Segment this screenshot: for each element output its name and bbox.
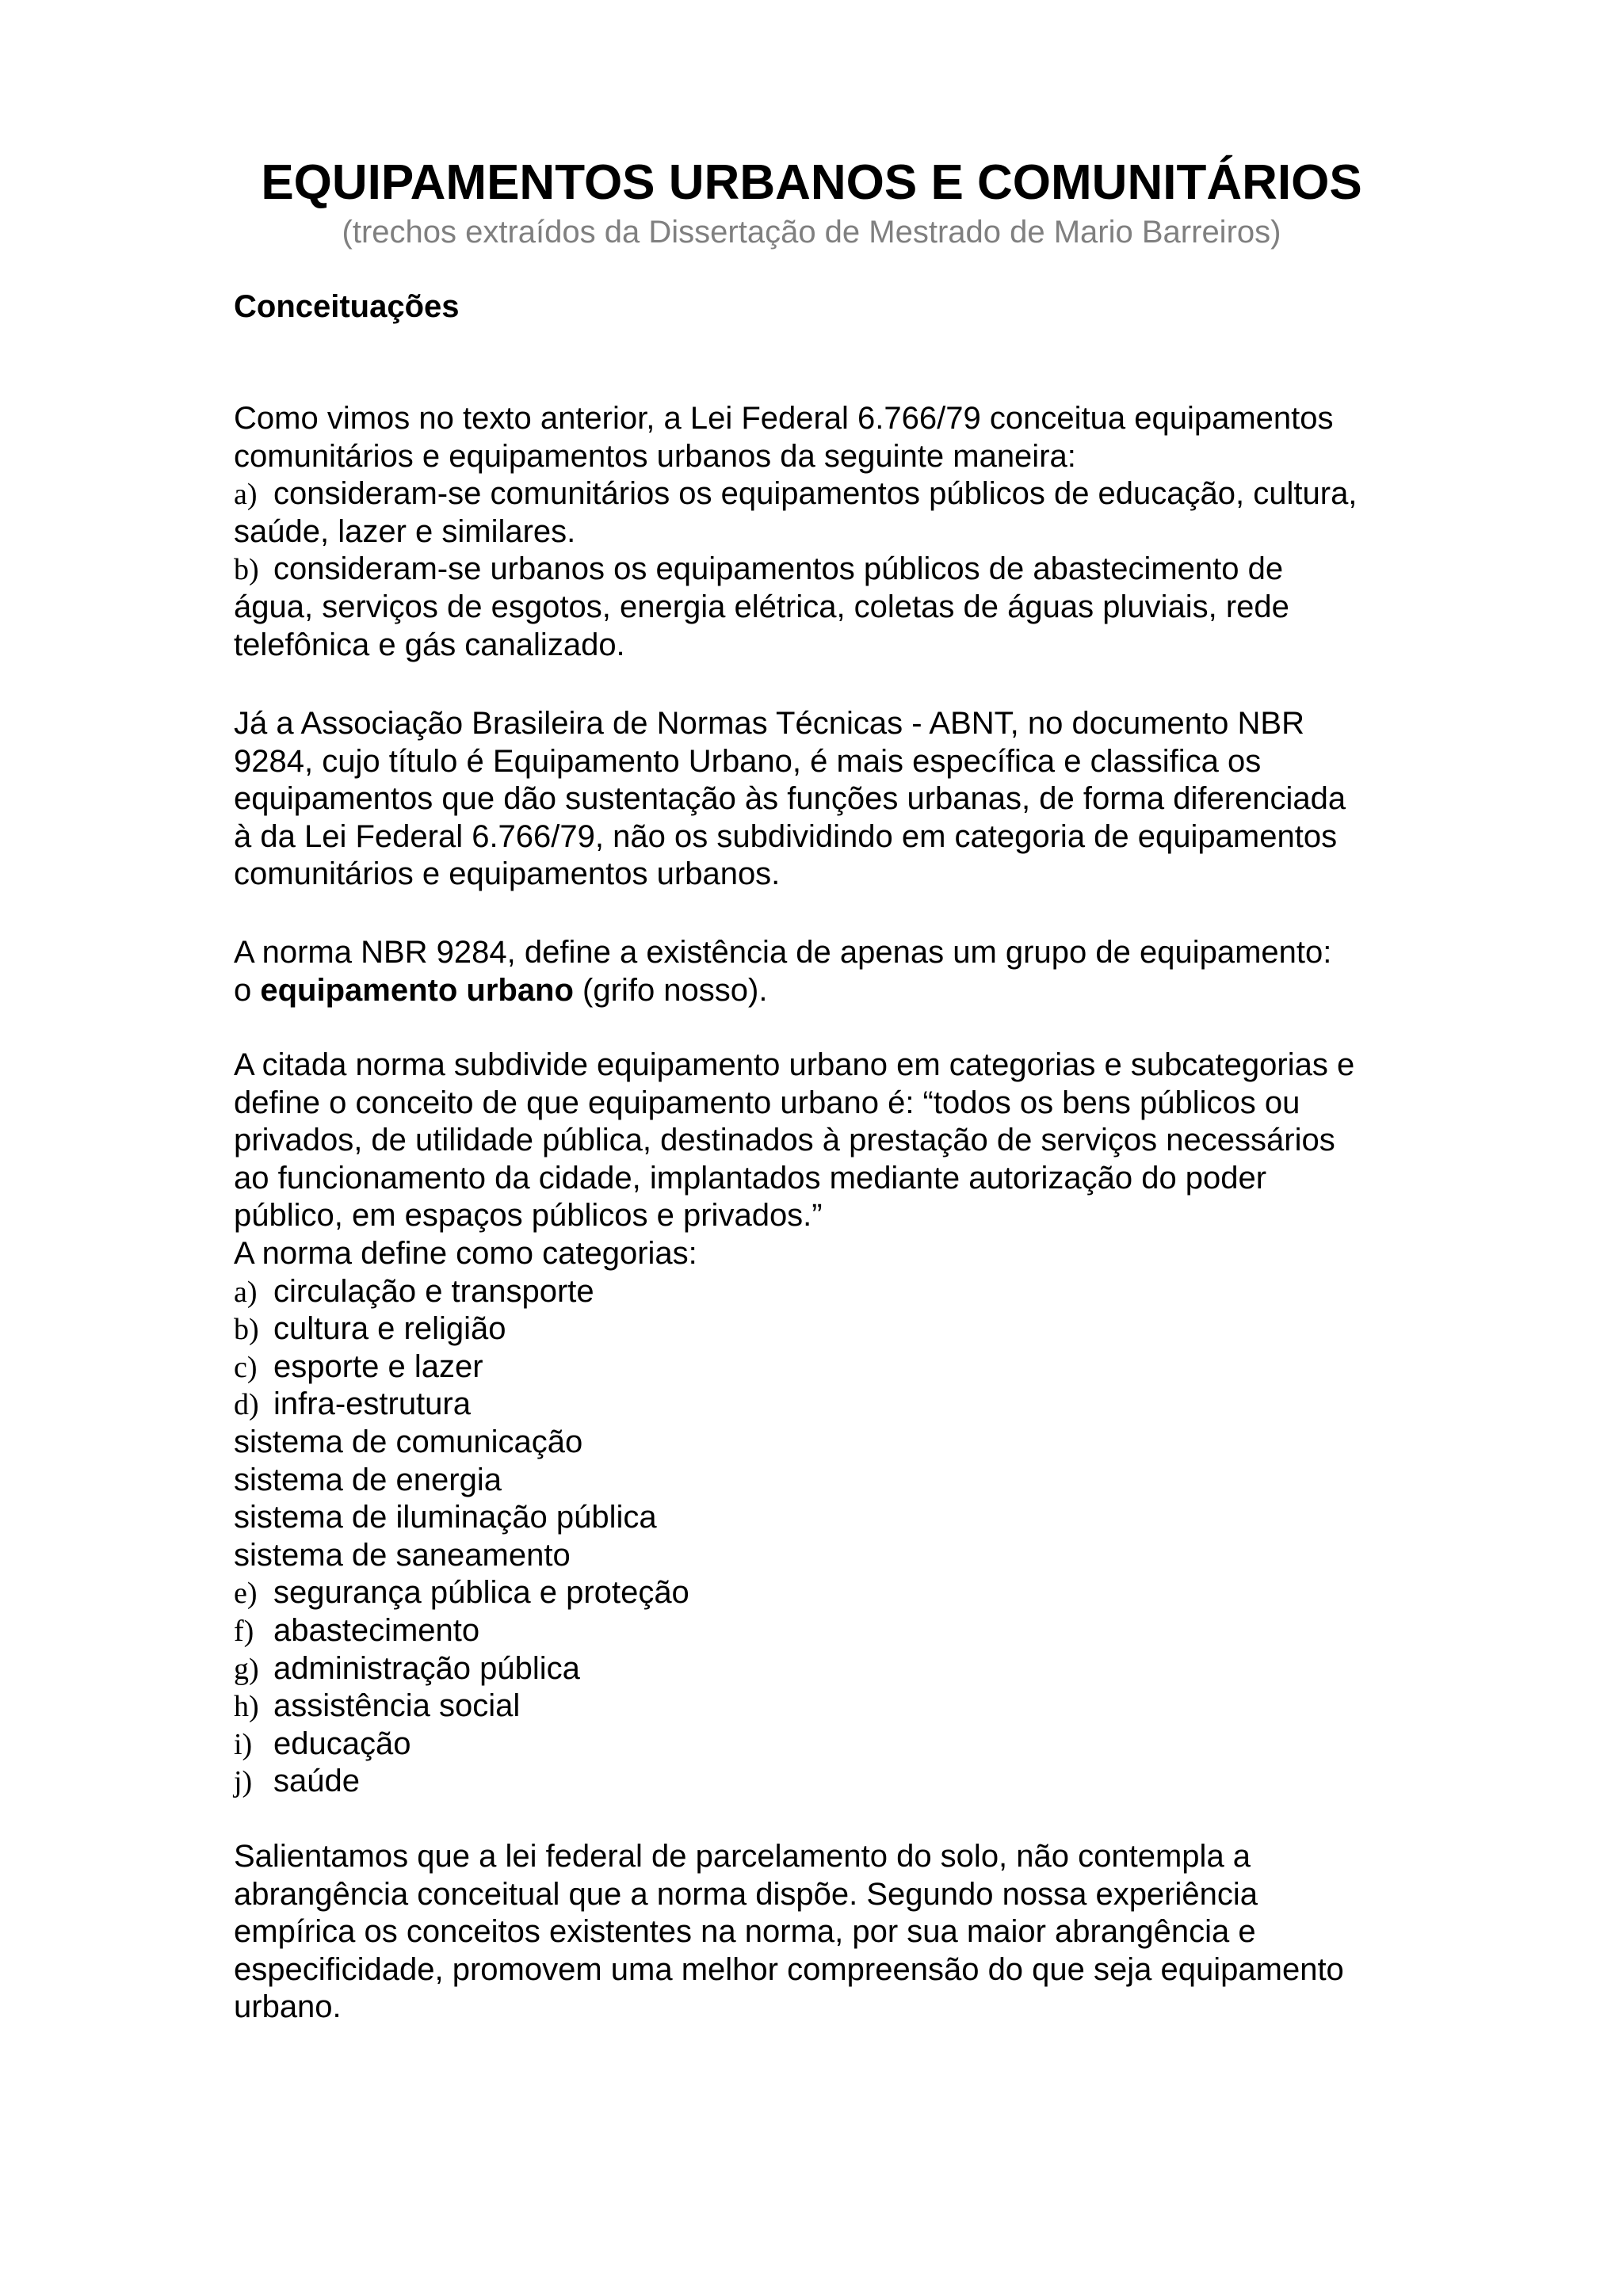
text-line: Como vimos no texto anterior, a Lei Federal 6.766/79 conceitua equipamentos — [234, 401, 1334, 436]
list-item-text: consideram-se comunitários os equipamentos públicos de educação, cultura, — [273, 476, 1358, 512]
text-line: telefônica e gás canalizado. — [234, 627, 625, 662]
list-item-text: esporte e lazer — [273, 1348, 483, 1384]
list-item — [234, 1310, 1423, 1348]
text-line: A norma NBR 9284, define a existência de apenas um grupo de equipamento: — [234, 935, 1332, 970]
list-item-text: administração pública — [273, 1650, 580, 1686]
list-marker: g) — [234, 1652, 259, 1686]
list-item — [234, 1386, 1423, 1424]
paragraph-abnt — [234, 705, 1423, 894]
sublist-item: sistema de iluminação pública — [234, 1500, 657, 1535]
list-item-text: saúde — [273, 1764, 360, 1799]
list-item-text: abastecimento — [273, 1612, 480, 1648]
list-item-b — [234, 551, 1423, 589]
text-line: ao funcionamento da cidade, implantados mediante autorização do poder — [234, 1160, 1267, 1196]
list-marker: e) — [234, 1577, 258, 1611]
list-item-text: educação — [273, 1726, 411, 1761]
text-line: define o conceito de que equipamento urbano é: “todos os bens públicos ou — [234, 1085, 1300, 1120]
list-item — [234, 1574, 1423, 1612]
text-line: comunitários e equipamentos urbanos. — [234, 856, 781, 892]
paragraph-nbr-9284 — [234, 934, 1423, 1009]
text-line: especificidade, promovem uma melhor compreensão do que seja equipamento — [234, 1951, 1344, 1987]
text-line: A citada norma subdivide equipamento urbano em categorias e subcategorias e — [234, 1047, 1355, 1082]
list-marker: i) — [234, 1727, 253, 1761]
list-marker: f) — [234, 1614, 254, 1648]
list-item-text: circulação e transporte — [273, 1273, 594, 1309]
text-line: 9284, cujo título é Equipamento Urbano, é mais específica e classifica os — [234, 743, 1262, 779]
list-item — [234, 1726, 1423, 1764]
list-marker: j) — [234, 1765, 253, 1799]
sublist-item: sistema de saneamento — [234, 1537, 571, 1573]
sublist-item: sistema de comunicação — [234, 1424, 583, 1459]
list-marker: h) — [234, 1690, 259, 1724]
list-item — [234, 1650, 1423, 1688]
text-line: público, em espaços públicos e privados.” — [234, 1198, 823, 1234]
text-line — [234, 972, 1423, 1010]
list-item-text: cultura e religião — [273, 1311, 506, 1347]
paragraph-categorias — [234, 1047, 1423, 1801]
list-item — [234, 1688, 1423, 1726]
section-heading: Conceituações — [234, 289, 460, 324]
text-line: urbano. — [234, 1989, 342, 2025]
list-marker: b) — [234, 553, 259, 587]
list-item-a — [234, 475, 1423, 513]
page-title: EQUIPAMENTOS URBANOS E COMUNITÁRIOS — [261, 155, 1362, 210]
text-line: empírica os conceitos existentes na norma, por sua maior abrangência e — [234, 1914, 1256, 1950]
list-item — [234, 1612, 1423, 1650]
list-item-text: segurança pública e proteção — [273, 1575, 689, 1611]
list-marker: a) — [234, 478, 258, 512]
list-marker: c) — [234, 1350, 258, 1384]
list-marker: b) — [234, 1313, 259, 1347]
text-line: à da Lei Federal 6.766/79, não os subdividindo em categoria de equipamentos — [234, 818, 1338, 854]
text-line: água, serviços de esgotos, energia elétrica, coletas de águas pluviais, rede — [234, 589, 1289, 624]
page-subtitle: (trechos extraídos da Dissertação de Mestrado de Mario Barreiros) — [342, 215, 1281, 250]
text-line: saúde, lazer e similares. — [234, 513, 576, 549]
paragraph-conclusao — [234, 1838, 1423, 2027]
text-line: A norma define como categorias: — [234, 1235, 697, 1271]
sublist-item: sistema de energia — [234, 1462, 502, 1497]
list-item — [234, 1273, 1423, 1311]
list-item — [234, 1348, 1423, 1386]
text-line: comunitários e equipamentos urbanos da seguinte maneira: — [234, 438, 1076, 474]
text-line: abrangência conceitual que a norma dispõe. Segundo nossa experiência — [234, 1876, 1258, 1912]
list-marker: d) — [234, 1388, 259, 1422]
text-line: privados, de utilidade pública, destinados à prestação de serviços necessários — [234, 1123, 1335, 1158]
list-marker: a) — [234, 1275, 258, 1309]
text-fragment: o — [234, 972, 261, 1008]
text-line: equipamentos que dão sustentação às funções urbanas, de forma diferenciada — [234, 781, 1346, 817]
text-line: Salientamos que a lei federal de parcelamento do solo, não contempla a — [234, 1839, 1251, 1874]
list-item-text: consideram-se urbanos os equipamentos públicos de abastecimento de — [273, 551, 1284, 587]
text-fragment: (grifo nosso). — [573, 972, 768, 1008]
emphasis-text: equipamento urbano — [260, 972, 574, 1008]
list-item-text: infra-estrutura — [273, 1386, 471, 1422]
text-line: Já a Associação Brasileira de Normas Técnicas - ABNT, no documento NBR — [234, 706, 1304, 741]
list-item-text: assistência social — [273, 1688, 521, 1724]
list-item — [234, 1763, 1423, 1801]
paragraph-lei-federal — [234, 400, 1423, 664]
